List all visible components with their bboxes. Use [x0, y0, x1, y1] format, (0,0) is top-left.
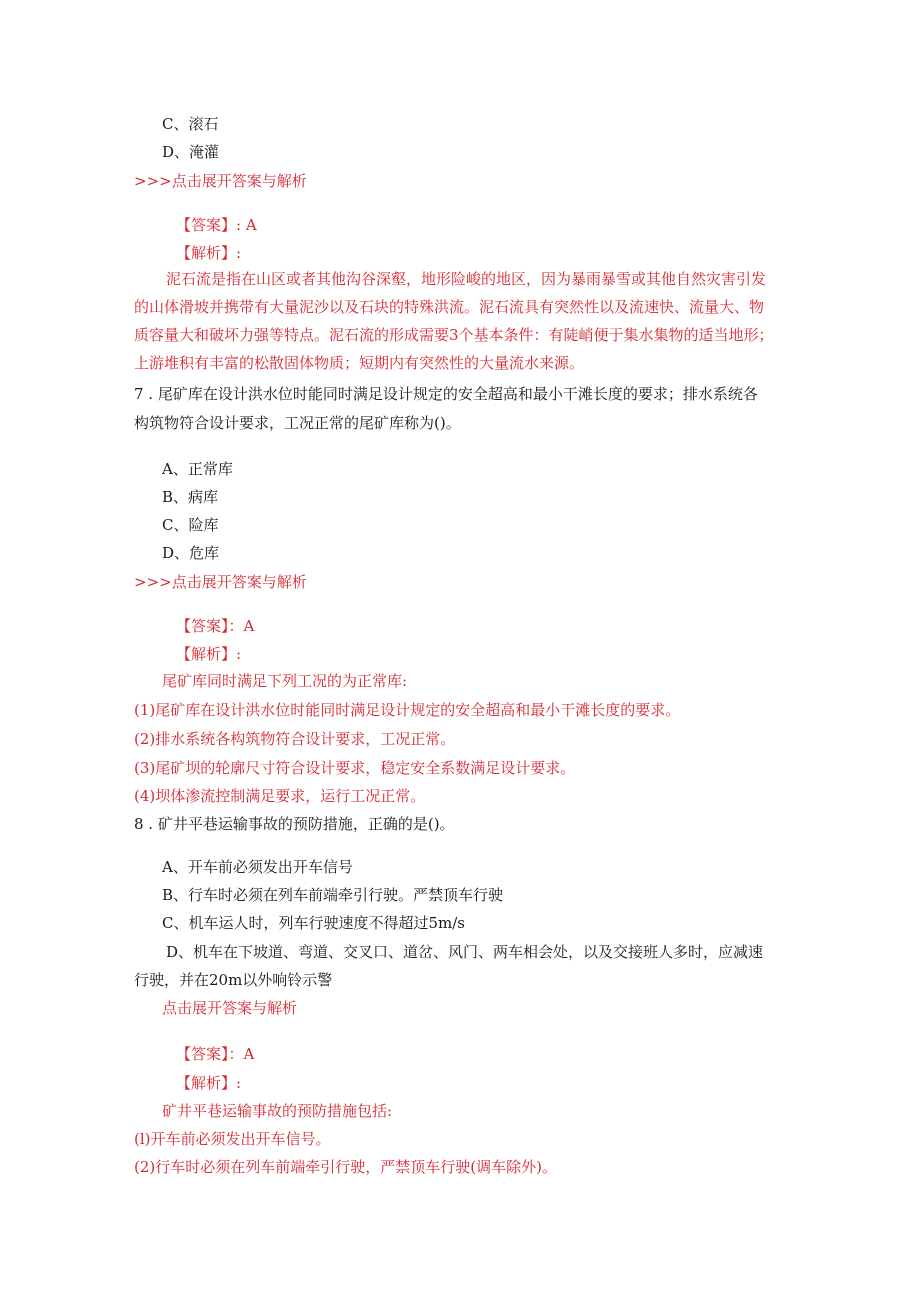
answer-label: 【答案】：A	[176, 1045, 255, 1063]
analysis-text-line: (3)尾矿坝的轮廓尺寸符合设计要求，稳定安全系数满足设计要求。	[134, 759, 576, 777]
analysis-label: 【解析】:	[176, 244, 242, 262]
expand-answer-link[interactable]: 点击展开答案与解析	[162, 999, 298, 1017]
question-text: 构筑物符合设计要求，工况正常的尾矿库称为()。	[134, 414, 461, 432]
analysis-text-line: 尾矿库同时满足下列工况的为正常库:	[162, 672, 408, 690]
analysis-text-line: (l)开车前必须发出开车信号。	[134, 1130, 331, 1148]
option-c: C、机车运人时，列车行驶速度不得超过5m/s	[162, 914, 465, 932]
option-d-continued: 行驶，并在20m以外响铃示警	[134, 971, 333, 989]
analysis-text-line: 质容量大和破坏力强等特点。泥石流的形成需要3个基本条件：有陡峭便于集水集物的适当地形；	[134, 326, 774, 344]
analysis-text-line: 上游堆积有丰富的松散固体物质；短期内有突然性的大量流水来源。	[134, 354, 585, 372]
expand-answer-link[interactable]: >>>点击展开答案与解析	[134, 172, 307, 190]
option-d: D、机车在下坡道、弯道、交叉口、道岔、风门、两车相会处，以及交接班人多时，应减速	[166, 943, 764, 961]
analysis-text-line: 的山体滑坡并携带有大量泥沙以及石块的特殊洪流。泥石流具有突然性以及流速快、流量大、物	[134, 298, 765, 316]
answer-label: 【答案】: A	[176, 216, 257, 234]
option-d: D、危库	[162, 544, 220, 562]
analysis-text-line: 泥石流是指在山区或者其他沟谷深壑，地形险峻的地区，因为暴雨暴雪或其他自然灾害引发	[166, 270, 767, 288]
analysis-text-line: (2)行车时必须在列车前端牵引行驶，严禁顶车行驶(调车除外)。	[134, 1158, 557, 1176]
answer-label: 【答案】：A	[176, 617, 255, 635]
option-c: C、险库	[162, 516, 219, 534]
analysis-text-line: (4)坝体渗流控制满足要求，运行工况正常。	[134, 787, 426, 805]
option-a: A、正常库	[162, 460, 233, 478]
option-d: D、淹灌	[162, 143, 220, 161]
analysis-label: 【解析】:	[176, 645, 242, 663]
analysis-text-line: 矿井平巷运输事故的预防措施包括:	[162, 1102, 393, 1120]
question-text: 8 . 矿井平巷运输事故的预防措施，正确的是()。	[134, 815, 455, 833]
option-b: B、病库	[162, 488, 219, 506]
analysis-text-line: (1)尾矿库在设计洪水位时能同时满足设计规定的安全超高和最小干滩长度的要求。	[134, 701, 681, 719]
question-text: 7 . 尾矿库在设计洪水位时能同时满足设计规定的安全超高和最小干滩长度的要求；排水系统各	[134, 385, 758, 403]
expand-answer-link[interactable]: >>>点击展开答案与解析	[134, 573, 307, 591]
option-a: A、开车前必须发出开车信号	[162, 858, 353, 876]
option-b: B、行车时必须在列车前端牵引行驶。严禁顶车行驶	[162, 886, 504, 904]
analysis-label: 【解析】:	[176, 1074, 242, 1092]
option-c: C、滚石	[162, 115, 219, 133]
analysis-text-line: (2)排水系统各构筑物符合设计要求，工况正常。	[134, 730, 456, 748]
